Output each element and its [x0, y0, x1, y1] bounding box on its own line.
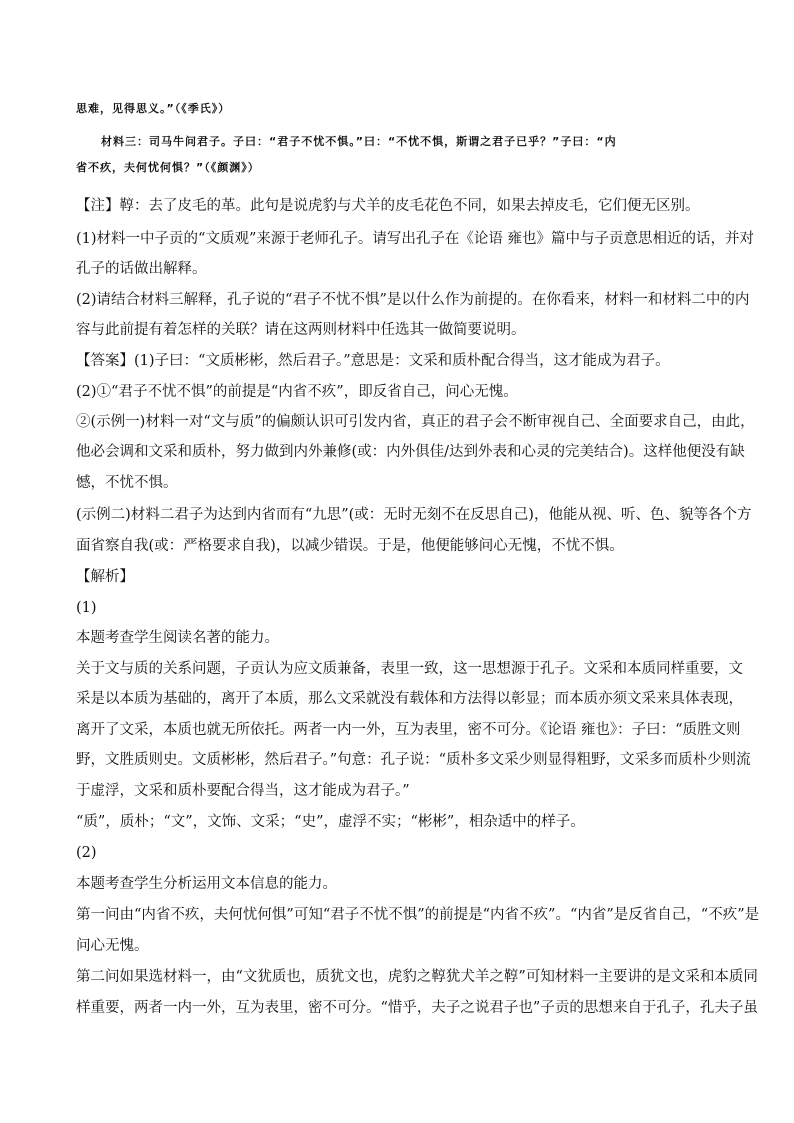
- question-2-line-2: 容与此前提有着怎样的关联？请在这两则材料中任选其一做简要说明。: [76, 322, 526, 338]
- answer-example-2-line-2: 面省察自我(或：严格要求自我)，以减少错误。于是，他便能够问心无愧，不忧不惧。: [76, 538, 624, 554]
- analysis-2-line-3: 问心无愧。: [76, 938, 149, 954]
- analysis-2-line-5: 样重要，两者一内一外，互为表里，密不可分。“惜乎，夫子之说君子也”子贡的思想来自于孔子，孔夫子虽: [76, 1000, 758, 1016]
- answer-line-1: 【答案】(1)子曰：“文质彬彬，然后君子。”意思是：文采和质朴配合得当，这才能成为君子。: [76, 353, 670, 369]
- answer-line-2: (2)①“君子不忧不惧”的前提是“内省不疚”，即反省自己，问心无愧。: [76, 384, 518, 400]
- quote-line-ji-shi: 思难，见得思义。”（《季氏》）: [76, 102, 231, 115]
- analysis-1-line-1: 本题考查学生阅读名著的能力。: [76, 630, 279, 646]
- analysis-1-line-4: 离开了文采，本质也就无所依托。两者一内一外，互为表里，密不可分。《论语 雍也》：子曰：“质胜文则: [76, 722, 741, 738]
- material-three-line-1: 材料三：司马牛问君子。子曰：“君子不忧不惧。”曰：“不忧不惧，斯谓之君子已乎？”子曰：“内: [101, 135, 617, 148]
- question-2-line-1: (2)请结合材料三解释，孔子说的“君子不忧不惧”是以什么作为前提的。在你看来，材料一和材料二中的内: [76, 292, 750, 308]
- analysis-1-line-3: 采是以本质为基础的，离开了本质，那么文采就没有载体和方法得以彰显；而本质亦须文采来具体表现，: [76, 691, 743, 707]
- question-1-line-1: (1)材料一中子贡的“文质观”来源于老师孔子。请写出孔子在《论语 雍也》篇中与子贡意思相近的话，并对: [76, 231, 754, 247]
- analysis-1-line-6: 于虚浮，文采和质朴要配合得当，这才能成为君子。”: [76, 783, 410, 799]
- analysis-2-line-2: 第一问由“内省不疚，夫何忧何惧”可知“君子不忧不惧”的前提是“内省不疚”。“内省”是反省自己，“不疚”是: [76, 907, 760, 923]
- material-three-line-2: 省不疚，夫何忧何惧？”（《颜渊》）: [76, 161, 260, 174]
- analysis-2-line-1: 本题考查学生分析运用文本信息的能力。: [76, 876, 337, 892]
- answer-example-2-line-1: (示例二)材料二君子为达到内省而有“九思”(或：无时无刻不在反思自己)，他能从视、听、色、貌等各个方: [76, 507, 752, 523]
- answer-example-1-line-2: 他必会调和文采和质朴，努力做到内外兼修(或：内外俱佳/达到外表和心灵的完美结合)。这样他便没有缺: [76, 444, 745, 460]
- analysis-part-2-label: (2): [76, 845, 97, 861]
- answer-example-1-line-1: ②(示例一)材料一对“文与质”的偏颇认识可引发内省，真正的君子会不断审视自己、全面要求自己，由此，: [76, 414, 755, 430]
- analysis-part-1-label: (1): [76, 600, 97, 616]
- analysis-1-line-2: 关于文与质的关系问题，子贡认为应文质兼备，表里一致，这一思想源于孔子。文采和本质同样重要，文: [76, 661, 743, 677]
- answer-example-1-line-3: 憾，不忧不惧。: [76, 475, 178, 491]
- question-1-line-2: 孔子的话做出解释。: [76, 261, 207, 277]
- analysis-1-line-5: 野，文胜质则史。文质彬彬，然后君子。”句意：孔子说：“质朴多文采少则显得粗野，文采多而质朴少则流: [76, 752, 751, 768]
- note-line: 【注】鞟：去了皮毛的革。此句是说虎豹与犬羊的皮毛花色不同，如果去掉皮毛，它们便无区别。: [76, 198, 700, 214]
- analysis-1-line-7: “质”，质朴；“文”，文饰、文采；“史”，虚浮不实；“彬彬”，相杂适中的样子。: [76, 814, 585, 830]
- analysis-2-line-4: 第二问如果选材料一，由“文犹质也，质犹文也，虎豹之鞟犹犬羊之鞟”可知材料一主要讲的是文采和本质同: [76, 969, 758, 985]
- analysis-heading: 【解析】: [76, 569, 134, 585]
